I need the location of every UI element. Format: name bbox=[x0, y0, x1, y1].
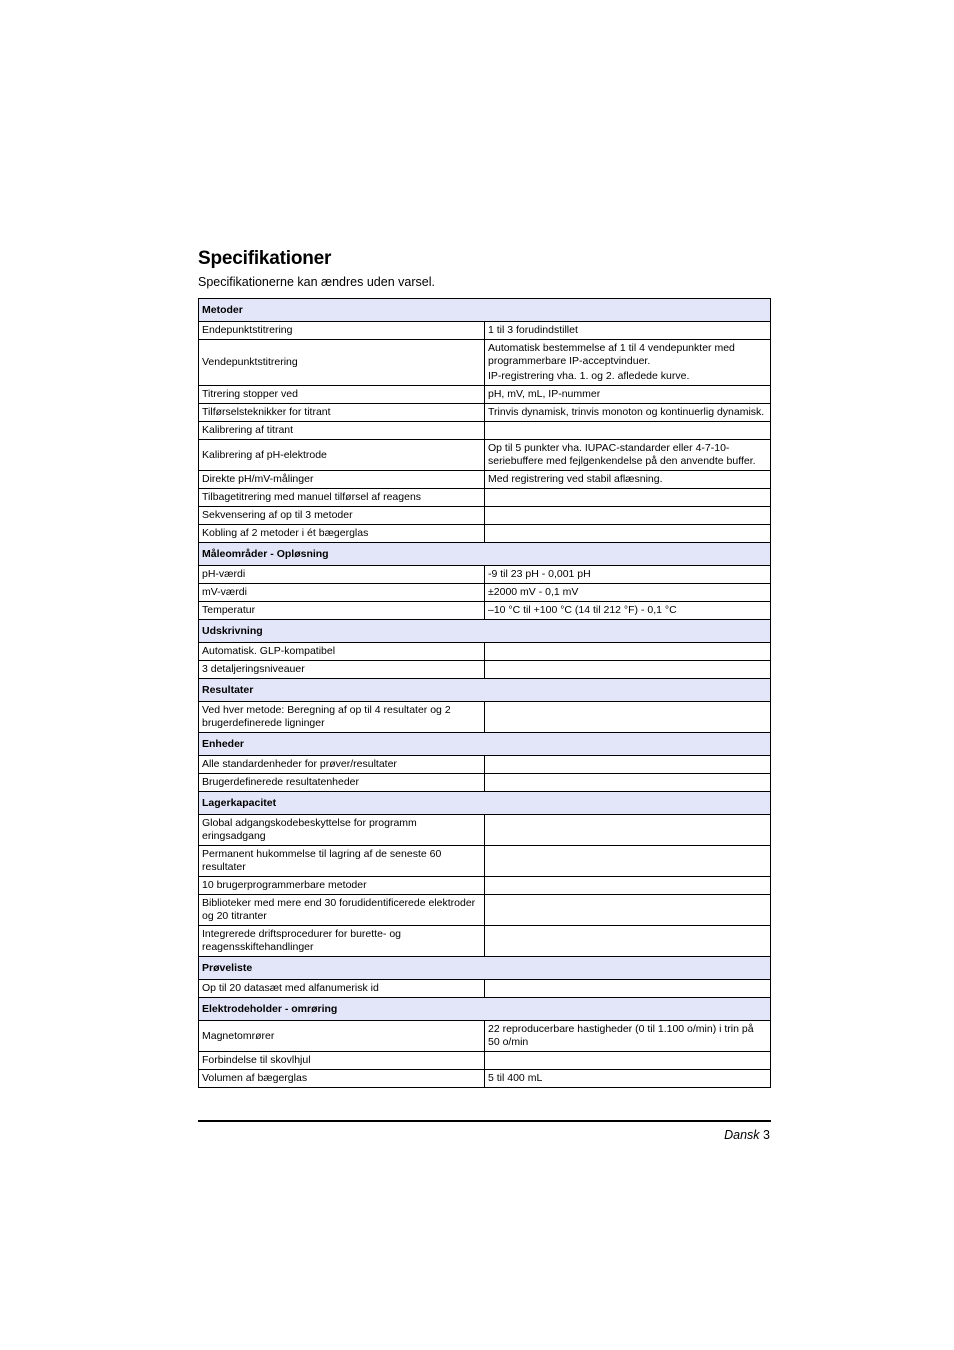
table-row bbox=[199, 489, 771, 507]
table-row bbox=[199, 340, 771, 386]
table-row bbox=[199, 756, 771, 774]
spec-label: Brugerdefinerede resultatenheder bbox=[199, 774, 485, 792]
spec-label: 10 brugerprogrammerbare metoder bbox=[199, 877, 485, 895]
spec-label: Kobling af 2 metoder i ét bægerglas bbox=[199, 525, 485, 543]
spec-label: Vendepunktstitrering bbox=[199, 340, 485, 386]
spec-value bbox=[485, 1021, 771, 1052]
spec-label: Titrering stopper ved bbox=[199, 386, 485, 404]
spec-value bbox=[485, 980, 771, 998]
spec-label: Tilbagetitrering med manuel tilførsel af reagens bbox=[199, 489, 485, 507]
table-row bbox=[199, 1021, 771, 1052]
spec-label: Alle standardenheder for prøver/resultater bbox=[199, 756, 485, 774]
section-header-row bbox=[199, 679, 771, 702]
spec-label: Volumen af bægerglas bbox=[199, 1070, 485, 1088]
spec-label: Forbindelse til skovlhjul bbox=[199, 1052, 485, 1070]
table-row bbox=[199, 702, 771, 733]
footer-language: Dansk bbox=[724, 1128, 760, 1142]
spec-value bbox=[485, 756, 771, 774]
table-row bbox=[199, 846, 771, 877]
spec-value bbox=[485, 846, 771, 877]
spec-value bbox=[485, 1052, 771, 1070]
spec-label: Automatisk. GLP-kompatibel bbox=[199, 643, 485, 661]
table-row bbox=[199, 1070, 771, 1088]
spec-label: Kalibrering af pH-elektrode bbox=[199, 440, 485, 471]
page-number: 3 bbox=[763, 1128, 770, 1142]
section-header-row bbox=[199, 299, 771, 322]
table-row bbox=[199, 980, 771, 998]
spec-label: 3 detaljeringsniveauer bbox=[199, 661, 485, 679]
spec-value-line: Trinvis dynamisk, trinvis monoton og kontinuerlig dynamisk. bbox=[488, 406, 765, 418]
spec-value-line: –10 °C til +100 °C (14 til 212 °F) - 0,1 °C bbox=[488, 604, 677, 616]
spec-label: Permanent hukommelse til lagring af de seneste 60 resultater bbox=[199, 846, 485, 877]
table-row bbox=[199, 895, 771, 926]
spec-value-line: IP-registrering vha. 1. og 2. afledede kurve. bbox=[488, 370, 690, 382]
spec-label: pH-værdi bbox=[199, 566, 485, 584]
spec-value bbox=[485, 386, 771, 404]
table-row bbox=[199, 404, 771, 422]
table-row bbox=[199, 422, 771, 440]
spec-value bbox=[485, 895, 771, 926]
table-row bbox=[199, 507, 771, 525]
page-footer bbox=[724, 1128, 770, 1142]
spec-value-line: Automatisk bestemmelse af 1 til 4 vendepunkter med programmerbare IP-acceptvinduer. bbox=[488, 342, 735, 367]
table-row bbox=[199, 584, 771, 602]
spec-label: Direkte pH/mV-målinger bbox=[199, 471, 485, 489]
table-row bbox=[199, 566, 771, 584]
section-header-row bbox=[199, 733, 771, 756]
spec-value-line: 5 til 400 mL bbox=[488, 1072, 543, 1084]
spec-label: Global adgangskodebeskyttelse for programm eringsadgang bbox=[199, 815, 485, 846]
spec-value bbox=[485, 566, 771, 584]
spec-value bbox=[485, 507, 771, 525]
spec-value bbox=[485, 489, 771, 507]
section-header-row bbox=[199, 957, 771, 980]
table-row bbox=[199, 926, 771, 957]
spec-value-line: pH, mV, mL, IP-nummer bbox=[488, 388, 601, 400]
spec-value-line: Op til 5 punkter vha. IUPAC-standarder eller 4-7-10-seriebuffere med fejlgenkendelse på den anvendte buffer. bbox=[488, 442, 756, 467]
section-heading: Måleområder - Opløsning bbox=[199, 543, 771, 566]
spec-value bbox=[485, 471, 771, 489]
spec-label: Magnetomrører bbox=[199, 1021, 485, 1052]
section-header-row bbox=[199, 620, 771, 643]
spec-value bbox=[485, 643, 771, 661]
spec-value bbox=[485, 877, 771, 895]
section-heading: Elektrodeholder - omrøring bbox=[199, 998, 771, 1021]
section-heading: Udskrivning bbox=[199, 620, 771, 643]
specifications-table bbox=[198, 298, 771, 1088]
spec-value bbox=[485, 702, 771, 733]
spec-label: Ved hver metode: Beregning af op til 4 resultater og 2 brugerdefinerede ligninger bbox=[199, 702, 485, 733]
table-row bbox=[199, 1052, 771, 1070]
spec-value bbox=[485, 584, 771, 602]
section-heading: Lagerkapacitet bbox=[199, 792, 771, 815]
section-header-row bbox=[199, 543, 771, 566]
spec-label: Kalibrering af titrant bbox=[199, 422, 485, 440]
spec-value bbox=[485, 322, 771, 340]
section-heading: Resultater bbox=[199, 679, 771, 702]
spec-value-line: 1 til 3 forudindstillet bbox=[488, 324, 578, 336]
spec-label: Integrerede driftsprocedurer for burette- og reagensskiftehandlinger bbox=[199, 926, 485, 957]
spec-label: Sekvensering af op til 3 metoder bbox=[199, 507, 485, 525]
spec-value bbox=[485, 926, 771, 957]
section-header-row bbox=[199, 998, 771, 1021]
spec-value-line: 22 reproducerbare hastigheder (0 til 1.100 o/min) i trin på 50 o/min bbox=[488, 1023, 754, 1048]
spec-label: Op til 20 datasæt med alfanumerisk id bbox=[199, 980, 485, 998]
spec-label: Biblioteker med mere end 30 forudidentificerede elektroder og 20 titranter bbox=[199, 895, 485, 926]
section-heading: Metoder bbox=[199, 299, 771, 322]
table-row bbox=[199, 774, 771, 792]
table-row bbox=[199, 525, 771, 543]
spec-value bbox=[485, 525, 771, 543]
spec-value-line: -9 til 23 pH - 0,001 pH bbox=[488, 568, 591, 580]
spec-value-line: ±2000 mV - 0,1 mV bbox=[488, 586, 579, 598]
section-heading: Prøveliste bbox=[199, 957, 771, 980]
table-row bbox=[199, 471, 771, 489]
table-row bbox=[199, 661, 771, 679]
spec-value bbox=[485, 815, 771, 846]
footer-divider bbox=[198, 1120, 771, 1122]
spec-value-line: Med registrering ved stabil aflæsning. bbox=[488, 473, 663, 485]
table-row bbox=[199, 322, 771, 340]
table-row bbox=[199, 386, 771, 404]
table-row bbox=[199, 877, 771, 895]
spec-value bbox=[485, 440, 771, 471]
spec-value bbox=[485, 404, 771, 422]
table-row bbox=[199, 602, 771, 620]
spec-label: mV-værdi bbox=[199, 584, 485, 602]
spec-value bbox=[485, 340, 771, 386]
spec-value bbox=[485, 1070, 771, 1088]
table-row bbox=[199, 440, 771, 471]
spec-value bbox=[485, 602, 771, 620]
spec-label: Temperatur bbox=[199, 602, 485, 620]
table-row bbox=[199, 643, 771, 661]
spec-label: Endepunktstitrering bbox=[199, 322, 485, 340]
page-title: Specifikationer bbox=[198, 248, 332, 269]
spec-value bbox=[485, 661, 771, 679]
spec-value bbox=[485, 774, 771, 792]
table-row bbox=[199, 815, 771, 846]
section-heading: Enheder bbox=[199, 733, 771, 756]
spec-label: Tilførselsteknikker for titrant bbox=[199, 404, 485, 422]
section-header-row bbox=[199, 792, 771, 815]
page-subtitle: Specifikationerne kan ændres uden varsel. bbox=[198, 275, 435, 289]
spec-value bbox=[485, 422, 771, 440]
